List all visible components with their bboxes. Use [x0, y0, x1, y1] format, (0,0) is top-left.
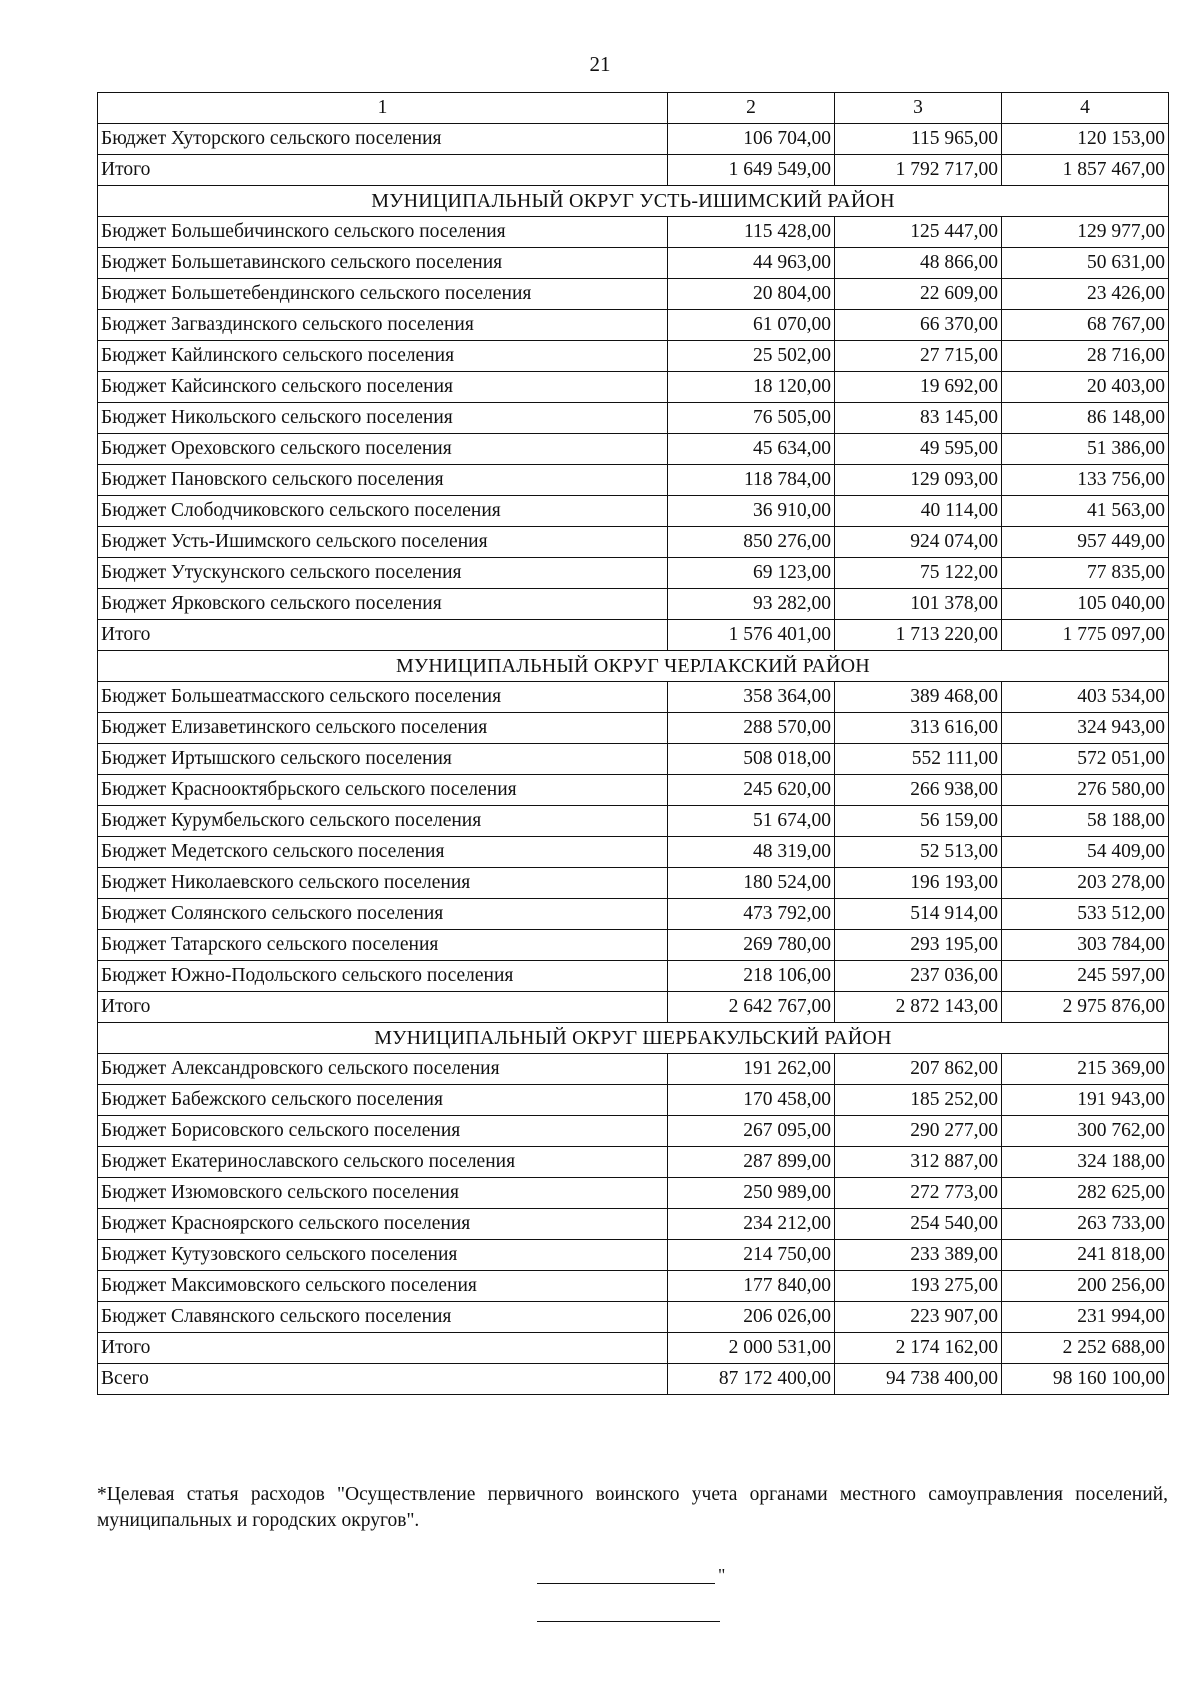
table-row: [98, 527, 1169, 558]
table-row: [98, 465, 1169, 496]
value-cell-4: 68 767,00: [1002, 310, 1169, 341]
name-cell: Итого: [98, 992, 668, 1023]
name-cell: Бюджет Кайсинского сельского поселения: [98, 372, 668, 403]
table-row: [98, 1302, 1169, 1333]
value-cell-3: 272 773,00: [835, 1178, 1002, 1209]
value-cell-3: 2 174 162,00: [835, 1333, 1002, 1364]
value-cell-4: 403 534,00: [1002, 682, 1169, 713]
table-row: [98, 713, 1169, 744]
table-row: [98, 372, 1169, 403]
table-row: [98, 279, 1169, 310]
value-cell-3: 389 468,00: [835, 682, 1002, 713]
value-cell-3: 22 609,00: [835, 279, 1002, 310]
value-cell-2: 288 570,00: [668, 713, 835, 744]
name-cell: Бюджет Краснооктябрьского сельского поселения: [98, 775, 668, 806]
value-cell-4: 54 409,00: [1002, 837, 1169, 868]
name-cell: Итого: [98, 155, 668, 186]
table-row: [98, 1271, 1169, 1302]
table-row: [98, 558, 1169, 589]
table-row: [98, 682, 1169, 713]
table-row: [98, 868, 1169, 899]
value-cell-4: 957 449,00: [1002, 527, 1169, 558]
value-cell-2: 51 674,00: [668, 806, 835, 837]
name-cell: Бюджет Ореховского сельского поселения: [98, 434, 668, 465]
value-cell-2: 473 792,00: [668, 899, 835, 930]
value-cell-3: 266 938,00: [835, 775, 1002, 806]
value-cell-3: 27 715,00: [835, 341, 1002, 372]
table-row: [98, 961, 1169, 992]
table-header-row: [98, 93, 1169, 124]
value-cell-3: 40 114,00: [835, 496, 1002, 527]
value-cell-3: 313 616,00: [835, 713, 1002, 744]
table-row: [98, 403, 1169, 434]
value-cell-4: 191 943,00: [1002, 1085, 1169, 1116]
column-header: 1: [98, 93, 668, 124]
value-cell-4: 1 857 467,00: [1002, 155, 1169, 186]
section-title: МУНИЦИПАЛЬНЫЙ ОКРУГ ШЕРБАКУЛЬСКИЙ РАЙОН: [98, 1023, 1169, 1054]
value-cell-4: 215 369,00: [1002, 1054, 1169, 1085]
value-cell-2: 214 750,00: [668, 1240, 835, 1271]
value-cell-2: 2 642 767,00: [668, 992, 835, 1023]
value-cell-3: 254 540,00: [835, 1209, 1002, 1240]
value-cell-4: 51 386,00: [1002, 434, 1169, 465]
table-row: [98, 248, 1169, 279]
table-row: [98, 1054, 1169, 1085]
value-cell-4: 324 943,00: [1002, 713, 1169, 744]
value-cell-2: 69 123,00: [668, 558, 835, 589]
table-row: [98, 899, 1169, 930]
name-cell: Бюджет Большеатмасского сельского поселения: [98, 682, 668, 713]
value-cell-4: 86 148,00: [1002, 403, 1169, 434]
value-cell-4: 105 040,00: [1002, 589, 1169, 620]
value-cell-4: 533 512,00: [1002, 899, 1169, 930]
value-cell-2: 44 963,00: [668, 248, 835, 279]
column-header: 2: [668, 93, 835, 124]
column-header: 4: [1002, 93, 1169, 124]
name-cell: Бюджет Большетебендинского сельского поселения: [98, 279, 668, 310]
value-cell-4: 203 278,00: [1002, 868, 1169, 899]
footnote: *Целевая статья расходов "Осуществление первичного воинского учета органами местного самоуправления поселений, муниципальных и городских округов".: [97, 1484, 1168, 1531]
value-cell-3: 115 965,00: [835, 124, 1002, 155]
value-cell-2: 118 784,00: [668, 465, 835, 496]
value-cell-2: 170 458,00: [668, 1085, 835, 1116]
name-cell: Бюджет Усть-Ишимского сельского поселения: [98, 527, 668, 558]
table-row: [98, 341, 1169, 372]
closing-rule: [537, 1583, 715, 1584]
value-cell-4: 120 153,00: [1002, 124, 1169, 155]
table-row: [98, 1240, 1169, 1271]
value-cell-2: 269 780,00: [668, 930, 835, 961]
name-cell: Бюджет Красноярского сельского поселения: [98, 1209, 668, 1240]
name-cell: Бюджет Александровского сельского поселения: [98, 1054, 668, 1085]
table-row: [98, 1147, 1169, 1178]
name-cell: Бюджет Изюмовского сельского поселения: [98, 1178, 668, 1209]
value-cell-4: 58 188,00: [1002, 806, 1169, 837]
name-cell: Итого: [98, 1333, 668, 1364]
value-cell-2: 250 989,00: [668, 1178, 835, 1209]
name-cell: Бюджет Никольского сельского поселения: [98, 403, 668, 434]
value-cell-3: 2 872 143,00: [835, 992, 1002, 1023]
value-cell-4: 23 426,00: [1002, 279, 1169, 310]
value-cell-2: 87 172 400,00: [668, 1364, 835, 1395]
name-cell: Бюджет Екатеринославского сельского поселения: [98, 1147, 668, 1178]
name-cell: Бюджет Кутузовского сельского поселения: [98, 1240, 668, 1271]
value-cell-3: 196 193,00: [835, 868, 1002, 899]
table-row: [98, 620, 1169, 651]
name-cell: Итого: [98, 620, 668, 651]
table-row: [98, 434, 1169, 465]
value-cell-2: 358 364,00: [668, 682, 835, 713]
name-cell: Бюджет Загваздинского сельского поселения: [98, 310, 668, 341]
table-row: [98, 1116, 1169, 1147]
table-row: [98, 589, 1169, 620]
table-row: [98, 1085, 1169, 1116]
value-cell-3: 66 370,00: [835, 310, 1002, 341]
value-cell-2: 180 524,00: [668, 868, 835, 899]
name-cell: Бюджет Максимовского сельского поселения: [98, 1271, 668, 1302]
column-header: 3: [835, 93, 1002, 124]
value-cell-3: 19 692,00: [835, 372, 1002, 403]
name-cell: Бюджет Кайлинского сельского поселения: [98, 341, 668, 372]
value-cell-4: 41 563,00: [1002, 496, 1169, 527]
value-cell-2: 93 282,00: [668, 589, 835, 620]
value-cell-4: 2 252 688,00: [1002, 1333, 1169, 1364]
closing-rule: [537, 1621, 720, 1622]
value-cell-4: 263 733,00: [1002, 1209, 1169, 1240]
value-cell-4: 241 818,00: [1002, 1240, 1169, 1271]
table-row: [98, 1333, 1169, 1364]
value-cell-3: 101 378,00: [835, 589, 1002, 620]
name-cell: Бюджет Елизаветинского сельского поселения: [98, 713, 668, 744]
section-row: [98, 651, 1169, 682]
value-cell-2: 267 095,00: [668, 1116, 835, 1147]
value-cell-2: 61 070,00: [668, 310, 835, 341]
value-cell-3: 48 866,00: [835, 248, 1002, 279]
value-cell-2: 106 704,00: [668, 124, 835, 155]
value-cell-2: 2 000 531,00: [668, 1333, 835, 1364]
name-cell: Бюджет Солянского сельского поселения: [98, 899, 668, 930]
budget-table: [97, 92, 1169, 1395]
value-cell-3: 552 111,00: [835, 744, 1002, 775]
value-cell-2: 218 106,00: [668, 961, 835, 992]
value-cell-4: 28 716,00: [1002, 341, 1169, 372]
value-cell-3: 514 914,00: [835, 899, 1002, 930]
name-cell: Бюджет Пановского сельского поселения: [98, 465, 668, 496]
value-cell-2: 191 262,00: [668, 1054, 835, 1085]
section-title: МУНИЦИПАЛЬНЫЙ ОКРУГ УСТЬ-ИШИМСКИЙ РАЙОН: [98, 186, 1169, 217]
value-cell-2: 76 505,00: [668, 403, 835, 434]
table-row: [98, 744, 1169, 775]
name-cell: Бюджет Медетского сельского поселения: [98, 837, 668, 868]
value-cell-3: 94 738 400,00: [835, 1364, 1002, 1395]
value-cell-4: 98 160 100,00: [1002, 1364, 1169, 1395]
value-cell-2: 508 018,00: [668, 744, 835, 775]
name-cell: Бюджет Слободчиковского сельского поселения: [98, 496, 668, 527]
value-cell-4: 245 597,00: [1002, 961, 1169, 992]
value-cell-4: 50 631,00: [1002, 248, 1169, 279]
name-cell: Всего: [98, 1364, 668, 1395]
name-cell: Бюджет Утускунского сельского поселения: [98, 558, 668, 589]
value-cell-2: 206 026,00: [668, 1302, 835, 1333]
value-cell-4: 282 625,00: [1002, 1178, 1169, 1209]
value-cell-2: 287 899,00: [668, 1147, 835, 1178]
value-cell-3: 185 252,00: [835, 1085, 1002, 1116]
value-cell-2: 18 120,00: [668, 372, 835, 403]
name-cell: Бюджет Борисовского сельского поселения: [98, 1116, 668, 1147]
value-cell-4: 2 975 876,00: [1002, 992, 1169, 1023]
table-row: [98, 155, 1169, 186]
table-row: [98, 806, 1169, 837]
table-row: [98, 217, 1169, 248]
value-cell-2: 850 276,00: [668, 527, 835, 558]
value-cell-3: 312 887,00: [835, 1147, 1002, 1178]
value-cell-4: 20 403,00: [1002, 372, 1169, 403]
value-cell-2: 245 620,00: [668, 775, 835, 806]
value-cell-4: 231 994,00: [1002, 1302, 1169, 1333]
value-cell-3: 1 792 717,00: [835, 155, 1002, 186]
value-cell-2: 1 649 549,00: [668, 155, 835, 186]
name-cell: Бюджет Курумбельского сельского поселения: [98, 806, 668, 837]
value-cell-3: 207 862,00: [835, 1054, 1002, 1085]
value-cell-3: 56 159,00: [835, 806, 1002, 837]
table-row: [98, 310, 1169, 341]
value-cell-4: 300 762,00: [1002, 1116, 1169, 1147]
section-title: МУНИЦИПАЛЬНЫЙ ОКРУГ ЧЕРЛАКСКИЙ РАЙОН: [98, 651, 1169, 682]
value-cell-2: 25 502,00: [668, 341, 835, 372]
name-cell: Бюджет Славянского сельского поселения: [98, 1302, 668, 1333]
value-cell-2: 115 428,00: [668, 217, 835, 248]
name-cell: Бюджет Татарского сельского поселения: [98, 930, 668, 961]
name-cell: Бюджет Ярковского сельского поселения: [98, 589, 668, 620]
name-cell: Бюджет Большетавинского сельского поселения: [98, 248, 668, 279]
value-cell-4: 77 835,00: [1002, 558, 1169, 589]
table-row: [98, 1209, 1169, 1240]
value-cell-3: 924 074,00: [835, 527, 1002, 558]
value-cell-3: 125 447,00: [835, 217, 1002, 248]
value-cell-3: 290 277,00: [835, 1116, 1002, 1147]
value-cell-2: 45 634,00: [668, 434, 835, 465]
name-cell: Бюджет Иртышского сельского поселения: [98, 744, 668, 775]
value-cell-3: 237 036,00: [835, 961, 1002, 992]
table-row: [98, 1364, 1169, 1395]
table-row: [98, 124, 1169, 155]
value-cell-2: 1 576 401,00: [668, 620, 835, 651]
name-cell: Бюджет Большебичинского сельского поселения: [98, 217, 668, 248]
name-cell: Бюджет Хуторского сельского поселения: [98, 124, 668, 155]
name-cell: Бюджет Бабежского сельского поселения: [98, 1085, 668, 1116]
table-row: [98, 496, 1169, 527]
value-cell-3: 129 093,00: [835, 465, 1002, 496]
name-cell: Бюджет Николаевского сельского поселения: [98, 868, 668, 899]
value-cell-3: 223 907,00: [835, 1302, 1002, 1333]
section-row: [98, 186, 1169, 217]
value-cell-2: 20 804,00: [668, 279, 835, 310]
value-cell-4: 129 977,00: [1002, 217, 1169, 248]
section-row: [98, 1023, 1169, 1054]
table-row: [98, 837, 1169, 868]
value-cell-2: 234 212,00: [668, 1209, 835, 1240]
value-cell-4: 303 784,00: [1002, 930, 1169, 961]
value-cell-4: 572 051,00: [1002, 744, 1169, 775]
value-cell-2: 36 910,00: [668, 496, 835, 527]
name-cell: Бюджет Южно-Подольского сельского поселения: [98, 961, 668, 992]
value-cell-4: 133 756,00: [1002, 465, 1169, 496]
value-cell-3: 293 195,00: [835, 930, 1002, 961]
value-cell-3: 233 389,00: [835, 1240, 1002, 1271]
value-cell-4: 200 256,00: [1002, 1271, 1169, 1302]
value-cell-3: 1 713 220,00: [835, 620, 1002, 651]
table-row: [98, 930, 1169, 961]
value-cell-3: 75 122,00: [835, 558, 1002, 589]
table-row: [98, 992, 1169, 1023]
table-row: [98, 1178, 1169, 1209]
page-number: 21: [589, 52, 611, 76]
value-cell-3: 193 275,00: [835, 1271, 1002, 1302]
value-cell-4: 1 775 097,00: [1002, 620, 1169, 651]
value-cell-3: 49 595,00: [835, 434, 1002, 465]
value-cell-4: 276 580,00: [1002, 775, 1169, 806]
value-cell-2: 48 319,00: [668, 837, 835, 868]
value-cell-3: 83 145,00: [835, 403, 1002, 434]
value-cell-3: 52 513,00: [835, 837, 1002, 868]
value-cell-2: 177 840,00: [668, 1271, 835, 1302]
value-cell-4: 324 188,00: [1002, 1147, 1169, 1178]
closing-quote-mark: ": [718, 1565, 726, 1585]
table-row: [98, 775, 1169, 806]
